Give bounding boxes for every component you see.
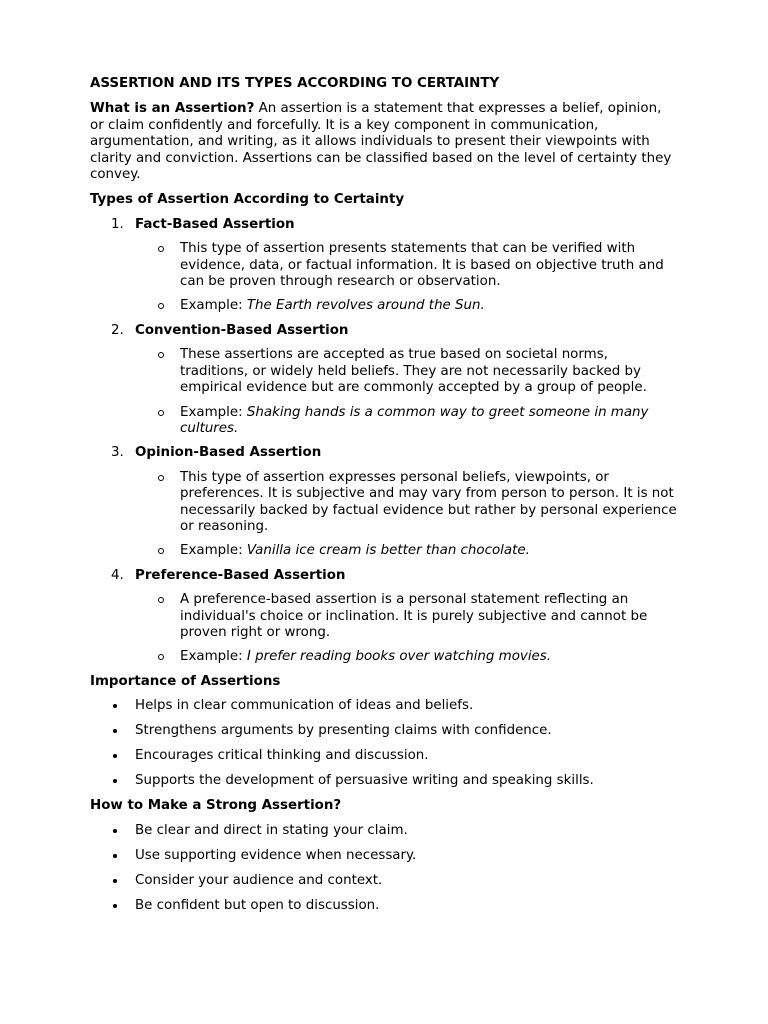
bullet-icon xyxy=(113,779,117,783)
bullet-icon xyxy=(113,729,117,733)
type-description xyxy=(90,241,678,290)
intro-paragraph xyxy=(90,101,678,183)
type-item xyxy=(90,217,678,315)
list-item xyxy=(90,723,678,739)
list-item xyxy=(90,748,678,764)
types-list xyxy=(90,217,678,666)
bullet-icon xyxy=(113,829,117,833)
type-heading xyxy=(90,568,678,584)
circle-bullet-icon xyxy=(158,654,164,660)
example-text: The Earth revolves around the Sun. xyxy=(246,298,485,314)
bullet-icon xyxy=(113,754,117,758)
example-text: Vanilla ice cream is better than chocolate. xyxy=(246,543,530,559)
example-label: Example: xyxy=(180,543,247,559)
type-name: Fact-Based Assertion xyxy=(135,216,295,232)
type-description-text: This type of assertion expresses personal beliefs, viewpoints, or preferences. It is subjective and may vary from person to person. It is not necessarily backed by factual evidence but rather by personal experience or reasoning. xyxy=(180,469,677,534)
example-label: Example: xyxy=(180,404,247,420)
list-item-text: Be clear and direct in stating your claim. xyxy=(135,822,408,838)
type-name: Preference-Based Assertion xyxy=(135,567,346,583)
list-item xyxy=(90,773,678,789)
type-details xyxy=(90,470,678,560)
list-item xyxy=(90,873,678,889)
type-name: Convention-Based Assertion xyxy=(135,322,349,338)
list-item-text: Strengthens arguments by presenting claims with confidence. xyxy=(135,723,552,739)
intro-lead: What is an Assertion? xyxy=(90,101,255,117)
example-label: Example: xyxy=(180,298,247,314)
type-number: 4. xyxy=(111,567,124,583)
type-item xyxy=(90,445,678,559)
example-text: Shaking hands is a common way to greet someone in many cultures. xyxy=(180,404,649,436)
circle-bullet-icon xyxy=(158,410,164,416)
type-description xyxy=(90,592,678,641)
type-heading xyxy=(90,445,678,461)
how-to-heading: How to Make a Strong Assertion? xyxy=(90,798,342,814)
type-name: Opinion-Based Assertion xyxy=(135,445,322,461)
list-item-text: Use supporting evidence when necessary. xyxy=(135,847,417,863)
type-description-text: A preference-based assertion is a personal statement reflecting an individual's choice or inclination. It is purely subjective and cannot be proven right or wrong. xyxy=(180,592,648,640)
importance-list xyxy=(90,698,678,789)
intro-text: An assertion is a statement that expresses a belief, opinion, or claim confidently and forcefully. It is a key component in communication, argumentation, and writing, as it allows individuals to present their viewpoints with clarity and conviction. Assertions can be classified based on the level of certainty they convey. xyxy=(90,101,672,183)
type-item xyxy=(90,568,678,666)
list-item-text: Supports the development of persuasive writing and speaking skills. xyxy=(135,773,594,789)
type-heading xyxy=(90,323,678,339)
type-example xyxy=(90,298,678,314)
type-description xyxy=(90,470,678,536)
list-item xyxy=(90,823,678,839)
type-number: 3. xyxy=(111,445,124,461)
type-example xyxy=(90,649,678,665)
list-item-text: Helps in clear communication of ideas and beliefs. xyxy=(135,698,474,714)
list-item-text: Consider your audience and context. xyxy=(135,872,383,888)
how-to-list xyxy=(90,823,678,914)
list-item-text: Encourages critical thinking and discussion. xyxy=(135,748,429,764)
circle-bullet-icon xyxy=(158,246,164,252)
type-number: 1. xyxy=(111,216,124,232)
list-item-text: Be confident but open to discussion. xyxy=(135,897,380,913)
type-description xyxy=(90,347,678,396)
type-description-text: This type of assertion presents statements that can be verified with evidence, data, or factual information. It is based on objective truth and can be proven through research or observation. xyxy=(180,241,664,290)
circle-bullet-icon xyxy=(158,597,164,603)
type-details xyxy=(90,347,678,437)
bullet-icon xyxy=(113,704,117,708)
circle-bullet-icon xyxy=(158,475,164,481)
circle-bullet-icon xyxy=(158,352,164,358)
list-item xyxy=(90,898,678,914)
example-label: Example: xyxy=(180,649,247,665)
bullet-icon xyxy=(113,854,117,858)
type-example xyxy=(90,405,678,438)
circle-bullet-icon xyxy=(158,548,164,554)
document-title: ASSERTION AND ITS TYPES ACCORDING TO CERTAINTY xyxy=(90,76,500,91)
type-details xyxy=(90,241,678,315)
type-example xyxy=(90,543,678,559)
list-item xyxy=(90,848,678,864)
types-heading: Types of Assertion According to Certainty xyxy=(90,192,405,208)
type-number: 2. xyxy=(111,322,124,338)
circle-bullet-icon xyxy=(158,303,164,309)
type-description-text: These assertions are accepted as true based on societal norms, traditions, or widely held beliefs. They are not necessarily backed by empirical evidence but are commonly accepted by a group of people. xyxy=(180,347,647,396)
bullet-icon xyxy=(113,879,117,883)
type-item xyxy=(90,323,678,437)
example-text: I prefer reading books over watching movies. xyxy=(246,649,552,665)
list-item xyxy=(90,698,678,714)
type-heading xyxy=(90,217,678,233)
bullet-icon xyxy=(113,904,117,908)
importance-heading: Importance of Assertions xyxy=(90,673,281,689)
type-details xyxy=(90,592,678,666)
